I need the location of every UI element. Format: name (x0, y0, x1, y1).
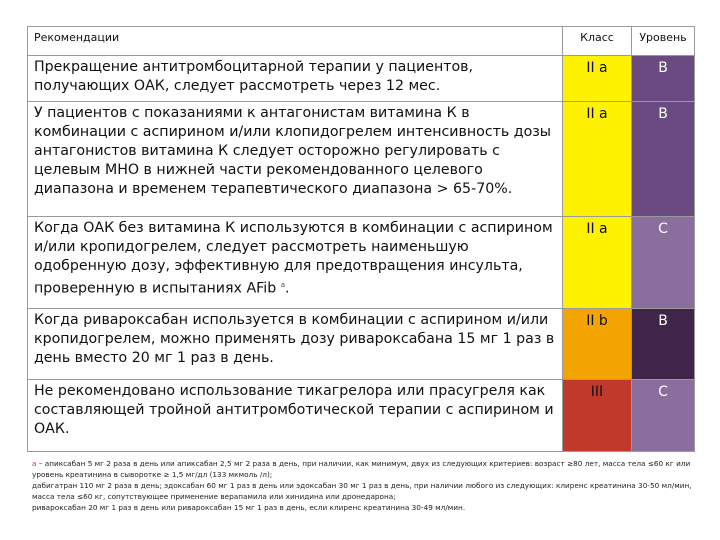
table-row (28, 56, 695, 102)
footnote (32, 458, 697, 513)
table-row (28, 380, 695, 452)
recommendations-table (27, 26, 695, 452)
recommendation-text: Прекращение антитромбоцитарной терапии у пациентов, получающих ОАК, следует рассмотреть через 12 мес. (28, 56, 563, 102)
header-class: Класс (563, 27, 632, 56)
footnote-line: дабигатран 110 мг 2 раза в день; эдоксабан 60 мг 1 раз в день или эдоксабан 30 мг 1 раз в день, при наличии любого из следующих: клиренс креатинина 30-50 мл/мин, масса тела ≤60 кг, сопутствующее применение верапамила или хинидина или дронедарона; (32, 481, 692, 501)
header-level: Уровень (632, 27, 695, 56)
table-row (28, 217, 695, 309)
recommendation-text-end: . (285, 280, 290, 297)
level-cell: B (632, 102, 695, 217)
level-cell: B (632, 56, 695, 102)
recommendations-table-wrapper (27, 26, 694, 452)
footnote-line-text: – апиксабан 5 мг 2 раза в день или апиксабан 2,5 мг 2 раза в день, при наличии, как минимум, двух из следующих критериев: возраст ≥80 лет, масса тела ≤60 кг или уровень креатинина в сыворотке ≥ 1,5 мг/дл (133 мкмоль /л); (32, 459, 691, 479)
class-cell: III (563, 380, 632, 452)
level-cell: C (632, 217, 695, 309)
level-cell: B (632, 309, 695, 380)
recommendation-text (28, 217, 563, 309)
recommendation-text: Не рекомендовано использование тикагрелора или прасугреля как составляющей тройной антитромботической терапии с аспирином и ОАК. (28, 380, 563, 452)
footnote-ref: а (280, 281, 286, 289)
level-cell: C (632, 380, 695, 452)
class-cell: II a (563, 217, 632, 309)
footnote-marker: а (32, 459, 37, 468)
table-header-row (28, 27, 695, 56)
recommendation-text: У пациентов с показаниями к антагонистам витамина К в комбинации с аспирином и/или клопидогрелем интенсивность дозы антагонистов витамина К следует осторожно регулировать с целевым МНО в нижней части рекомендованного целевого диапазона и временем терапевтического диапазона > 65-70%. (28, 102, 563, 217)
table-row (28, 102, 695, 217)
header-recommendations: Рекомендации (28, 27, 563, 56)
class-cell: II b (563, 309, 632, 380)
recommendation-text-main: Когда ОАК без витамина К используются в комбинации с аспирином и/или кропидогрелем, следует рассмотреть наименьшую одобренную дозу, эффективную для предотвращения инсульта, проверенную в испытаниях AFib (34, 220, 553, 297)
footnote-line (32, 458, 697, 480)
class-cell: II a (563, 102, 632, 217)
table-row (28, 309, 695, 380)
recommendation-text: Когда ривароксабан используется в комбинации с аспирином и/или кропидогрелем, можно применять дозу ривароксабана 15 мг 1 раз в день вместо 20 мг 1 раз в день. (28, 309, 563, 380)
class-cell: II a (563, 56, 632, 102)
footnote-line: ривароксабан 20 мг 1 раз в день или ривароксабан 15 мг 1 раз в день, если клиренс креатинина 30-49 мл/мин. (32, 503, 466, 512)
